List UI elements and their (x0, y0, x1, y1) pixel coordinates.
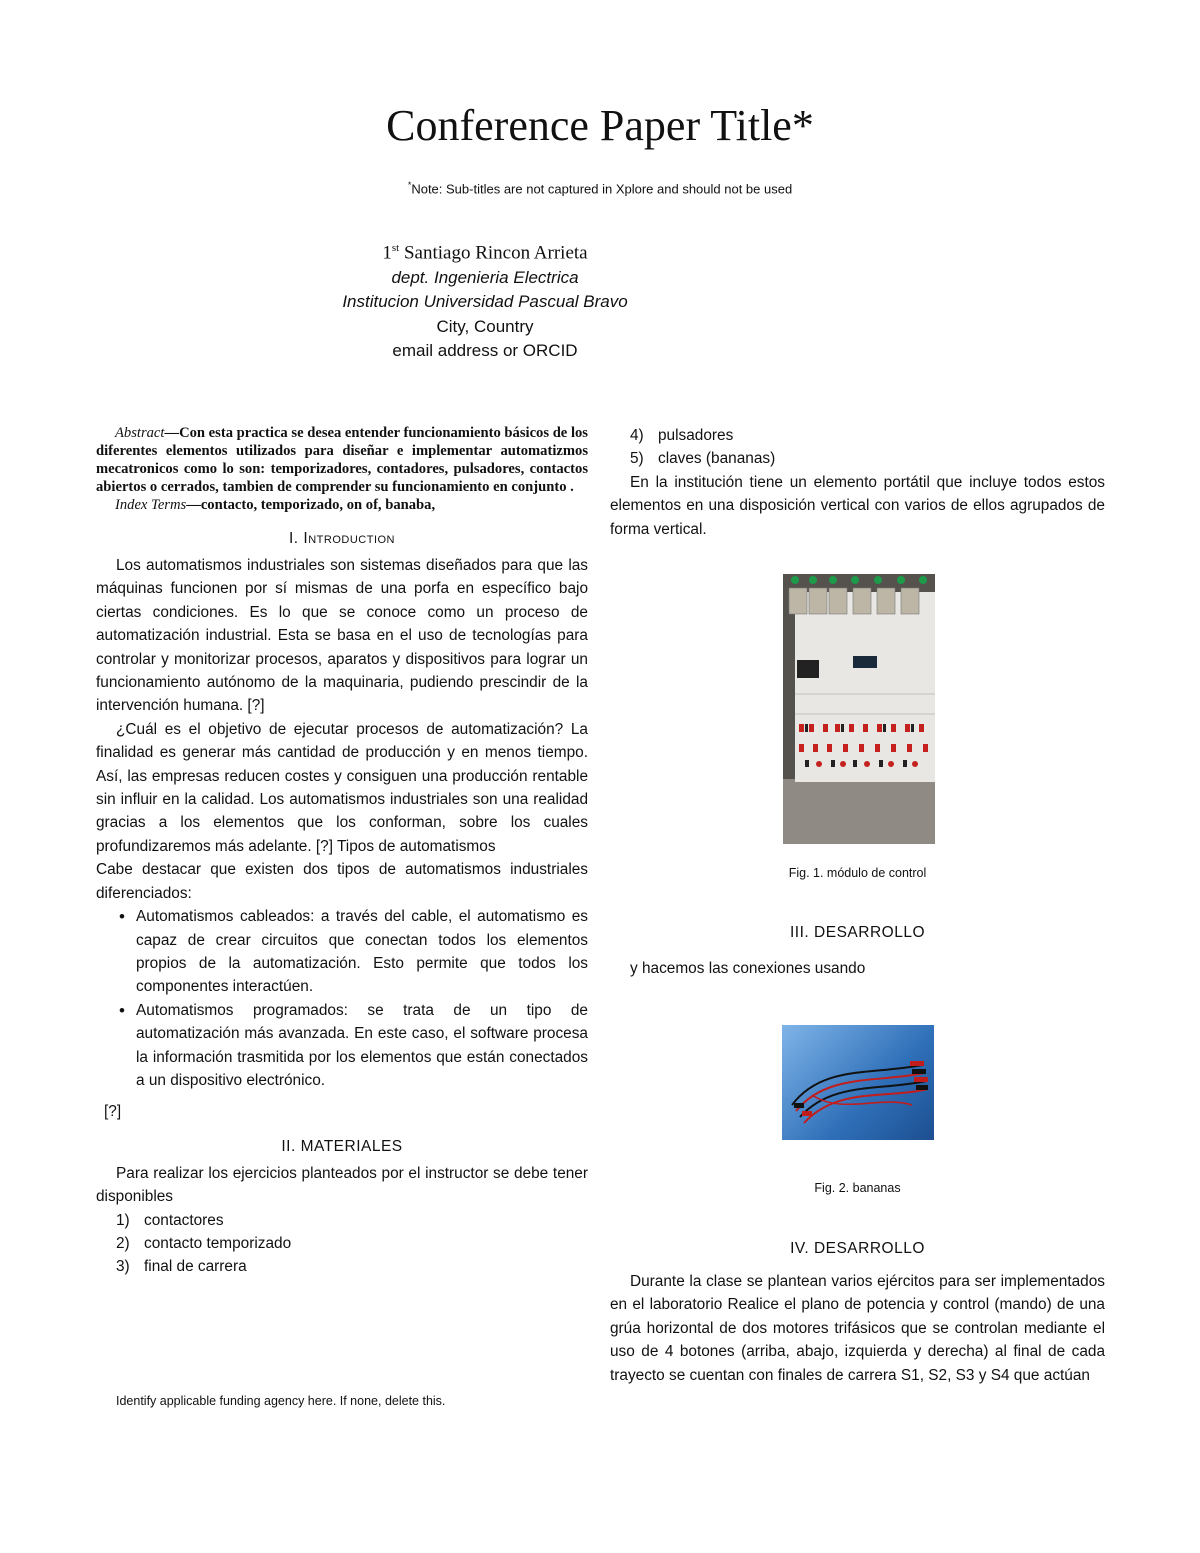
figure-bananas-image (782, 1025, 934, 1140)
subtitle-note-mark: * (407, 180, 412, 190)
section-title: Introduction (303, 530, 395, 547)
index-terms (96, 496, 588, 514)
figure-control-module-image (783, 574, 935, 844)
materiales-paragraph: Para realizar los ejercicios planteados por el instructor se debe tener disponibles (96, 1164, 588, 1206)
author-email: email address or ORCID (392, 341, 578, 361)
intro-paragraph-1: Los automatismos industriales son sistemas diseñados para que las máquinas funcionen por sí mismas de una porfa en específico bajo ciertas condiciones. Es lo que se conoce como un proceso de automatización industrial. Esta se basa en el uso de tecnologías para controlar y monitorizar procesos, aparatos y dispositivos para lograr un funcionamiento autónomo de la maquinaria, pudiendo prescindir de la intervención humana. [?] (96, 557, 588, 715)
author-ordinal-suffix: st (391, 242, 400, 254)
banana-cables-photo (782, 1025, 934, 1140)
list-text: contacto temporizado (144, 1234, 292, 1252)
desarrollo-3-paragraph: y hacemos las conexiones usando (630, 960, 866, 977)
list-number: 1) (116, 1211, 130, 1229)
desarrollo-4-paragraph: Durante la clase se plantean varios ejércitos para ser implementados en el laboratorio Realice el plano de potencia y control (mando) de una grúa horizontal de dos motores trifásicos que se controlan mediante el uso de 4 botones (arriba, abajo, izquierda y derecha) al final de cada trayecto se cuentan con finales de carrera S1, S2, S3 y S4 que actúan (610, 1273, 1105, 1384)
section-number: II. (281, 1137, 301, 1155)
citation: [?] (104, 1103, 122, 1121)
author-dept: dept. Ingenieria Electrica (391, 267, 579, 287)
section-title: MATERIALES (300, 1137, 403, 1155)
subtitle-note (0, 180, 1200, 196)
list-item (96, 1209, 588, 1232)
section-number: I. (289, 530, 304, 547)
abstract (96, 424, 588, 496)
list-number: 5) (630, 450, 644, 468)
intro-paragraph-3: Cabe destacar que existen dos tipos de automatismos industriales diferenciados: (96, 861, 588, 902)
list-text: final de carrera (144, 1258, 247, 1276)
author-block (0, 236, 970, 364)
author-institution: Institucion Universidad Pascual Bravo (342, 292, 628, 312)
list-item (610, 447, 1105, 470)
abstract-text: —Con esta practica se desea entender funcionamiento básicos de los diferentes elementos utilizados para diseñar e implementar automatizmos mecatronicos como lo son: temporizadores, contadores, pulsadores, contactos abiertos o cerrados, tambien de comprender su funcionamiento en conjunto . (96, 425, 588, 495)
abstract-label: Abstract (115, 425, 165, 441)
right-column (610, 424, 1105, 541)
figure-2-caption: Fig. 2. bananas (814, 1181, 901, 1195)
right-paragraph-1: En la institución tiene un elemento portátil que incluye todos estos elementos en una disposición vertical con varios de ellos agrupados de forma vertical. (610, 473, 1105, 538)
list-text: contactores (144, 1211, 224, 1229)
list-item (96, 1255, 588, 1278)
list-number: 3) (116, 1258, 130, 1276)
section-number: IV. (790, 1240, 814, 1257)
materiales-list-continued (610, 424, 1105, 471)
section-heading-desarrollo-3 (610, 924, 1105, 942)
control-module-photo (783, 574, 935, 844)
list-item: • Automatismos programados: se trata de un tipo de automatización más avanzada. En este caso, el software procesa la información trasmitida por los elementos que están conectados a un dispositivo electrónico. (136, 999, 588, 1093)
index-terms-text: —contacto, temporizado, on of, banaba, (186, 497, 436, 513)
author-name (0, 236, 970, 266)
section-title: DESARROLLO (813, 1240, 925, 1257)
subtitle-note-text: Note: Sub-titles are not captured in Xplore and should not be used (411, 181, 793, 197)
section-title: DESARROLLO (814, 924, 925, 941)
section-number: III. (790, 924, 815, 941)
figure-1-caption: Fig. 1. módulo de control (788, 866, 927, 880)
author-ordinal: 1 (382, 242, 392, 264)
left-column (96, 424, 588, 1279)
author-name-text: Santiago Rincon Arrieta (399, 242, 588, 264)
funding-footnote: Identify applicable funding agency here. If none, delete this. (116, 1394, 446, 1408)
list-text: claves (bananas) (658, 450, 776, 468)
list-number: 4) (630, 427, 644, 444)
intro-paragraph-2: ¿Cuál es el objetivo de ejecutar procesos de automatización? La finalidad es generar más cantidad de producción y en menos tiempo. Así, las empresas reducen costes y consiguen una producción rentable sin influir en la calidad. Los automatismos industriales son una realidad gracias a los elementos que los conforman, sobre los cuales profundizaremos más adelante. [?] Tipos de automatismos (96, 720, 588, 855)
list-item (610, 424, 1105, 447)
paper-title: Conference Paper Title* (386, 101, 814, 150)
section-heading-desarrollo-4 (610, 1240, 1105, 1258)
section-heading-materiales (96, 1138, 588, 1156)
list-text: pulsadores (658, 427, 734, 444)
index-terms-label: Index Terms (115, 497, 187, 513)
section-heading-intro (96, 530, 588, 548)
materiales-list (96, 1209, 588, 1279)
list-item: • Automatismos cableados: a través del cable, el automatismo es capaz de crear circuitos que conectan todos los elementos propios de la automatización. Esto permite que todos los componentes interactúen. (136, 905, 588, 999)
list-number: 2) (116, 1234, 130, 1252)
author-city: City, Country (436, 316, 534, 336)
list-item (96, 1232, 588, 1255)
automatism-list (96, 905, 588, 1092)
